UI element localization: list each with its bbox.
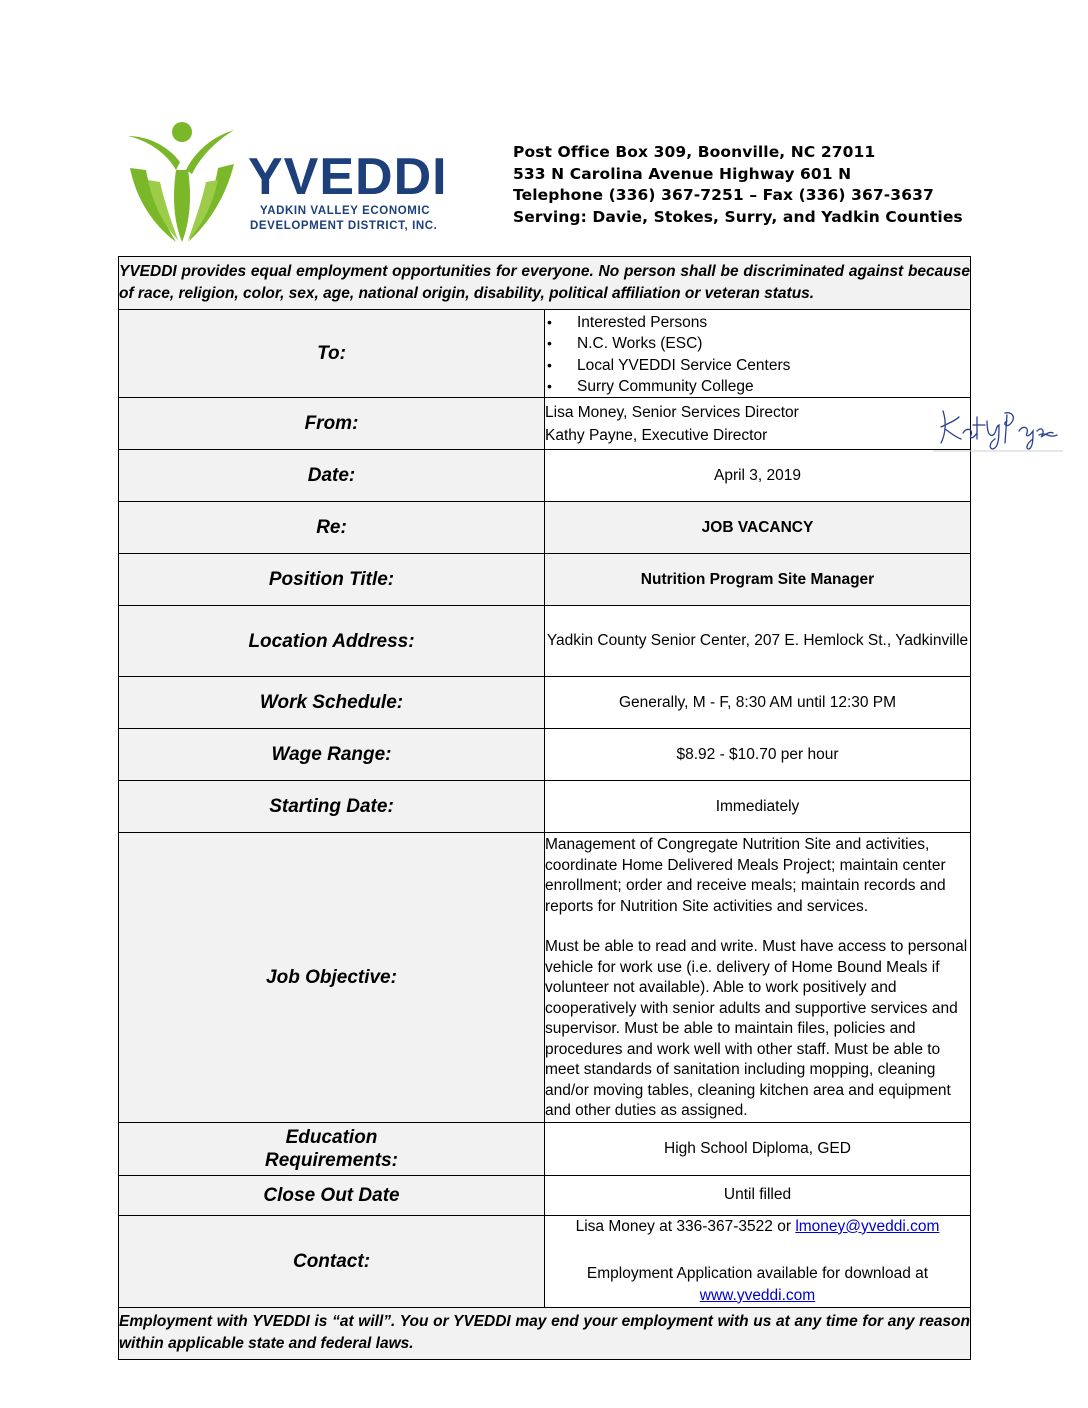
contact-email-link[interactable]: lmoney@yveddi.com	[795, 1217, 940, 1235]
label-from: From:	[119, 398, 545, 450]
job-objective-paragraph-1: Management of Congregate Nutrition Site and activities, coordinate Home Delivered Meals Project; maintain center enrollment; order and receive meals; maintain records and reports for Nutrition Site activities and services.	[545, 836, 946, 915]
logo-wordmark: YVEDDI	[248, 148, 448, 206]
website-link[interactable]: www.yveddi.com	[699, 1286, 816, 1304]
equal-opportunity-notice: YVEDDI provides equal employment opportunities for everyone. No person shall be discriminated against because of race, religion, color, sex, age, national origin, disability, political affiliation or veteran status.	[119, 257, 971, 310]
value-to	[545, 310, 971, 398]
value-starting-date: Immediately	[545, 781, 971, 833]
value-position-title: Nutrition Program Site Manager	[545, 554, 971, 606]
row-date	[119, 450, 971, 502]
logo-subtitle-line1: YADKIN VALLEY ECONOMIC	[260, 205, 431, 217]
label-job-objective: Job Objective:	[119, 833, 545, 1123]
label-work-schedule: Work Schedule:	[119, 677, 545, 729]
from-line-lisa-money: Lisa Money, Senior Services Director	[545, 403, 799, 421]
value-work-schedule: Generally, M - F, 8:30 AM until 12:30 PM	[545, 677, 971, 729]
job-vacancy-table	[118, 256, 971, 1360]
value-re: JOB VACANCY	[545, 502, 971, 554]
row-job-objective	[119, 833, 971, 1123]
value-close-out-date: Until filled	[545, 1175, 971, 1215]
address-line-street: 533 N Carolina Avenue Highway 601 N	[513, 164, 852, 183]
from-line-kathy-payne: Kathy Payne, Executive Director	[545, 426, 768, 444]
row-close-out-date	[119, 1175, 971, 1215]
label-education-line2: Requirements:	[264, 1149, 399, 1171]
address-line-phone-fax: Telephone (336) 367-7251 – Fax (336) 367-3637	[513, 186, 934, 204]
value-location-address: Yadkin County Senior Center, 207 E. Hemlock St., Yadkinville	[545, 606, 971, 677]
recipient-list	[545, 310, 970, 397]
recipient-item: • Interested Persons	[545, 312, 970, 333]
recipient-item: • Local YVEDDI Service Centers	[545, 355, 970, 376]
recipient-item: • Surry Community College	[545, 376, 970, 397]
label-education	[119, 1122, 545, 1175]
value-job-objective	[545, 833, 971, 1123]
value-contact	[545, 1215, 971, 1307]
contact-line-application	[545, 1263, 970, 1307]
contact-line-phone	[545, 1216, 970, 1238]
address-line-serving: Serving: Davie, Stokes, Surry, and Yadkin Counties	[513, 207, 963, 226]
label-location-address: Location Address:	[119, 606, 545, 677]
row-contact	[119, 1215, 971, 1307]
row-position-title	[119, 554, 971, 606]
label-contact: Contact:	[119, 1215, 545, 1307]
signature-image	[933, 403, 1063, 453]
logo-subtitle-line2: DEVELOPMENT DISTRICT, INC.	[250, 220, 438, 232]
at-will-employment-notice: Employment with YVEDDI is “at will”. You or YVEDDI may end your employment with us at any time for any reason within applicable state and federal laws.	[119, 1307, 971, 1359]
value-education: High School Diploma, GED	[545, 1122, 971, 1175]
row-wage-range	[119, 729, 971, 781]
logo-figure-head	[172, 122, 192, 142]
application-text: Employment Application available for download at	[586, 1264, 929, 1282]
row-education	[119, 1122, 971, 1175]
row-starting-date	[119, 781, 971, 833]
value-date: April 3, 2019	[545, 450, 971, 502]
recipient-item: • N.C. Works (ESC)	[545, 333, 970, 354]
label-close-out-date: Close Out Date	[119, 1175, 545, 1215]
row-from	[119, 398, 971, 450]
label-to: To:	[119, 310, 545, 398]
job-objective-paragraph-2: Must be able to read and write. Must have access to personal vehicle for work use (i.e. delivery of Home Bound Meals if volunteer not available). Able to work positively and cooperatively with senior adults and supportive services and supervisor. Must be able to maintain files, policies and procedures and work well with other staff. Must be able to meet standards of sanitation including mopping, cleaning and/or moving tables, cleaning kitchen area and equipment and other duties as assigned.	[545, 938, 968, 1120]
label-position-title: Position Title:	[119, 554, 545, 606]
label-date: Date:	[119, 450, 545, 502]
yveddi-logo	[126, 118, 456, 244]
row-work-schedule	[119, 677, 971, 729]
label-re: Re:	[119, 502, 545, 554]
value-from	[545, 398, 971, 450]
header-address-block	[513, 142, 963, 228]
address-line-po-box: Post Office Box 309, Boonville, NC 27011	[513, 143, 876, 161]
label-education-line1: Education	[285, 1126, 378, 1148]
value-wage-range: $8.92 - $10.70 per hour	[545, 729, 971, 781]
label-wage-range: Wage Range:	[119, 729, 545, 781]
label-starting-date: Starting Date:	[119, 781, 545, 833]
contact-phone-text: Lisa Money at 336-367-3522 or	[575, 1217, 796, 1235]
row-to	[119, 310, 971, 398]
row-location-address	[119, 606, 971, 677]
row-re	[119, 502, 971, 554]
